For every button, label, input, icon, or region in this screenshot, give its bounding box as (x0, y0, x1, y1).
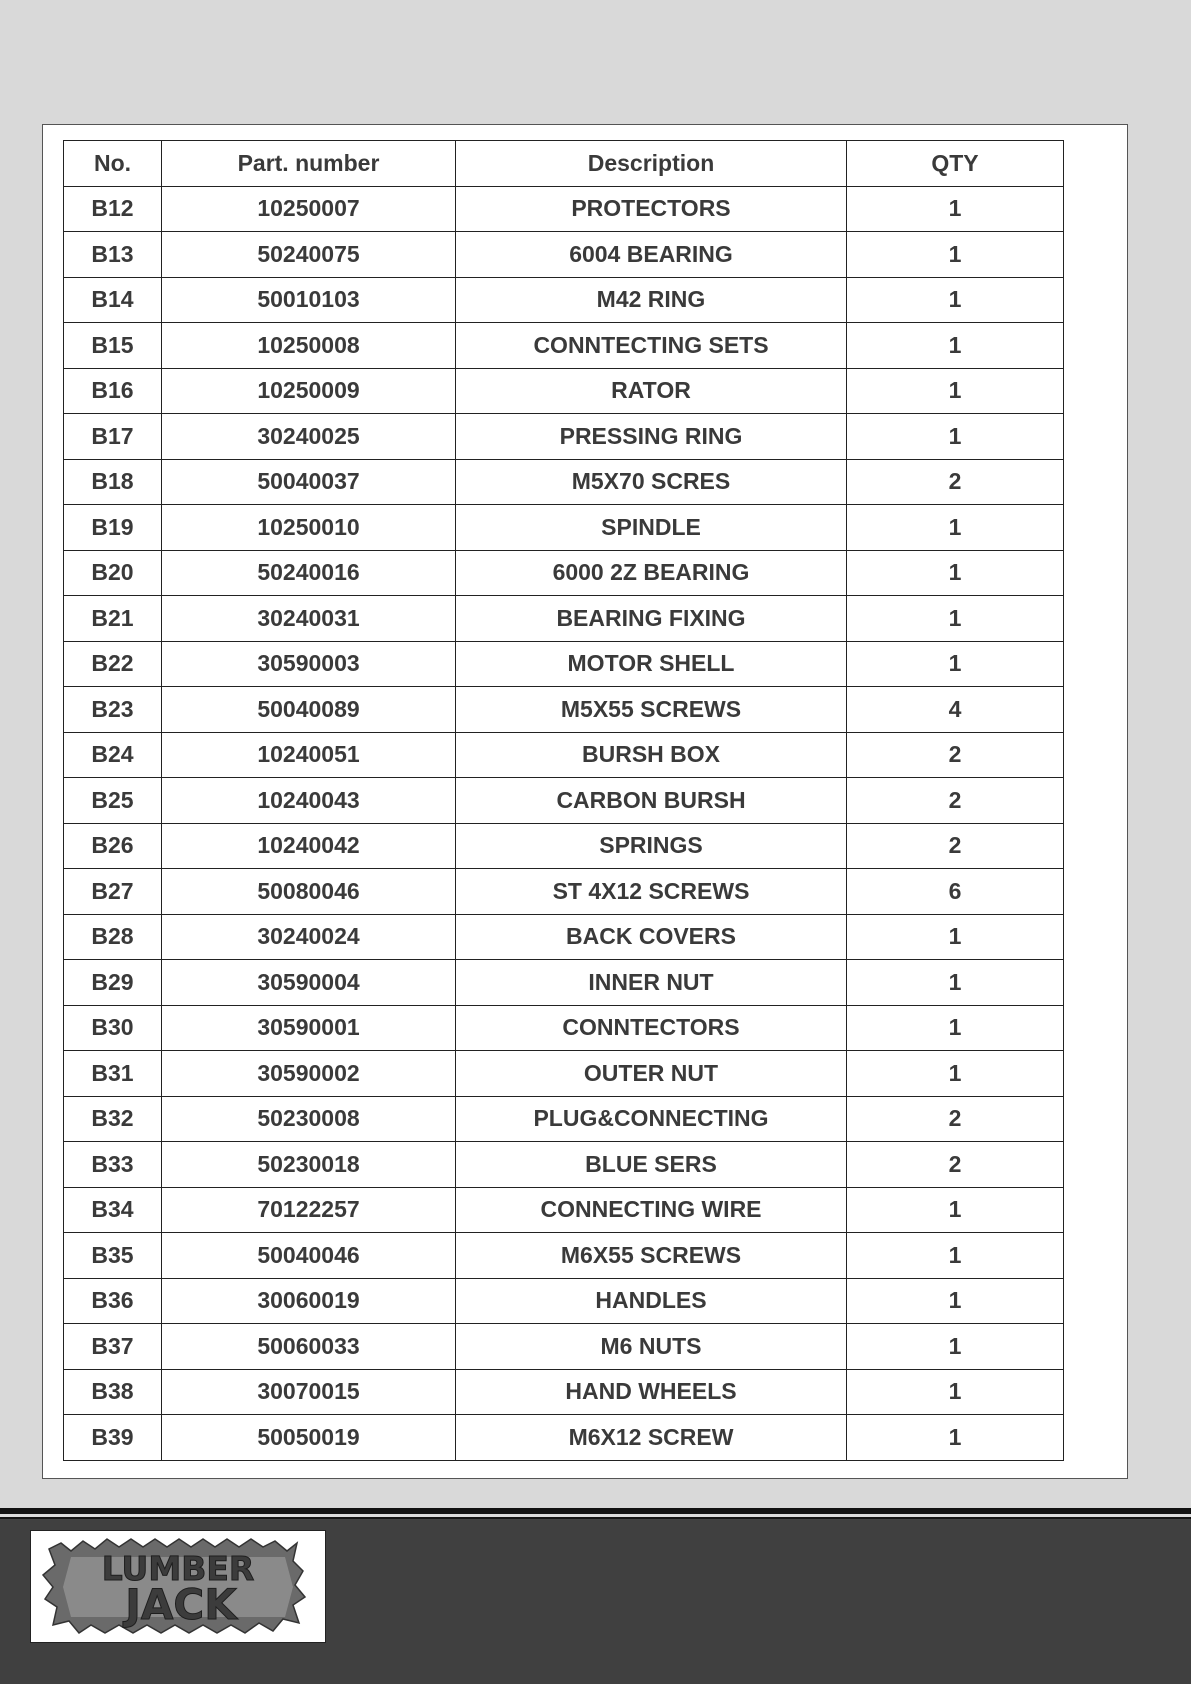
cell-no: B24 (64, 732, 162, 778)
parts-table (63, 140, 1064, 1461)
cell-no: B20 (64, 550, 162, 596)
table-row (64, 1278, 1064, 1324)
table-row (64, 1187, 1064, 1233)
cell-part-number: 50040089 (162, 687, 456, 733)
cell-part-number: 10250010 (162, 505, 456, 551)
table-row (64, 232, 1064, 278)
cell-qty: 1 (847, 323, 1064, 369)
cell-qty: 1 (847, 1051, 1064, 1097)
cell-description: M6X12 SCREW (456, 1415, 847, 1461)
table-row (64, 869, 1064, 915)
cell-qty: 1 (847, 1324, 1064, 1370)
cell-no: B22 (64, 641, 162, 687)
cell-qty: 1 (847, 277, 1064, 323)
cell-part-number: 10250007 (162, 186, 456, 232)
table-row (64, 1415, 1064, 1461)
cell-no: B12 (64, 186, 162, 232)
table-row (64, 1233, 1064, 1279)
saw-blade-logo-icon (31, 1531, 325, 1642)
cell-no: B23 (64, 687, 162, 733)
cell-qty: 1 (847, 505, 1064, 551)
cell-part-number: 30060019 (162, 1278, 456, 1324)
cell-qty: 1 (847, 1278, 1064, 1324)
cell-no: B33 (64, 1142, 162, 1188)
cell-part-number: 50040046 (162, 1233, 456, 1279)
cell-part-number: 30590001 (162, 1005, 456, 1051)
cell-no: B17 (64, 414, 162, 460)
cell-qty: 2 (847, 1142, 1064, 1188)
cell-qty: 1 (847, 186, 1064, 232)
cell-qty: 1 (847, 414, 1064, 460)
cell-description: HAND WHEELS (456, 1369, 847, 1415)
cell-description: OUTER NUT (456, 1051, 847, 1097)
table-row (64, 459, 1064, 505)
cell-no: B37 (64, 1324, 162, 1370)
table-row (64, 323, 1064, 369)
cell-part-number: 50240075 (162, 232, 456, 278)
table-row (64, 277, 1064, 323)
logo-text-line1: LUMBER (101, 1549, 255, 1588)
cell-qty: 2 (847, 732, 1064, 778)
cell-part-number: 30240024 (162, 914, 456, 960)
cell-qty: 1 (847, 914, 1064, 960)
cell-description: CARBON BURSH (456, 778, 847, 824)
parts-table-panel (42, 124, 1128, 1479)
header-part-number: Part. number (162, 141, 456, 187)
cell-qty: 1 (847, 368, 1064, 414)
cell-description: CONNTECTING SETS (456, 323, 847, 369)
logo-text-line2: JACK (125, 1580, 237, 1629)
cell-no: B18 (64, 459, 162, 505)
cell-no: B39 (64, 1415, 162, 1461)
cell-part-number: 10240043 (162, 778, 456, 824)
cell-description: BURSH BOX (456, 732, 847, 778)
table-row (64, 1051, 1064, 1097)
header-no: No. (64, 141, 162, 187)
cell-no: B32 (64, 1096, 162, 1142)
parts-table-body (64, 186, 1064, 1460)
cell-qty: 6 (847, 869, 1064, 915)
cell-description: HANDLES (456, 1278, 847, 1324)
table-row (64, 960, 1064, 1006)
cell-description: CONNTECTORS (456, 1005, 847, 1051)
cell-part-number: 50080046 (162, 869, 456, 915)
cell-description: PRESSING RING (456, 414, 847, 460)
cell-no: B35 (64, 1233, 162, 1279)
cell-no: B21 (64, 596, 162, 642)
cell-description: RATOR (456, 368, 847, 414)
cell-description: SPRINGS (456, 823, 847, 869)
cell-no: B27 (64, 869, 162, 915)
cell-no: B31 (64, 1051, 162, 1097)
cell-part-number: 10240042 (162, 823, 456, 869)
cell-description: SPINDLE (456, 505, 847, 551)
cell-part-number: 50060033 (162, 1324, 456, 1370)
lumberjack-logo (30, 1530, 326, 1643)
table-row (64, 1096, 1064, 1142)
cell-part-number: 70122257 (162, 1187, 456, 1233)
cell-description: M5X70 SCRES (456, 459, 847, 505)
cell-no: B16 (64, 368, 162, 414)
cell-qty: 1 (847, 641, 1064, 687)
cell-description: PROTECTORS (456, 186, 847, 232)
table-row (64, 687, 1064, 733)
cell-part-number: 50040037 (162, 459, 456, 505)
table-row (64, 550, 1064, 596)
cell-qty: 1 (847, 1415, 1064, 1461)
table-row (64, 778, 1064, 824)
table-row (64, 414, 1064, 460)
cell-description: ST 4X12 SCREWS (456, 869, 847, 915)
table-row (64, 823, 1064, 869)
cell-qty: 1 (847, 1369, 1064, 1415)
cell-no: B38 (64, 1369, 162, 1415)
cell-no: B26 (64, 823, 162, 869)
table-row (64, 368, 1064, 414)
cell-part-number: 50230018 (162, 1142, 456, 1188)
table-row (64, 1324, 1064, 1370)
table-row (64, 1369, 1064, 1415)
table-row (64, 596, 1064, 642)
cell-description: PLUG&CONNECTING (456, 1096, 847, 1142)
cell-qty: 1 (847, 232, 1064, 278)
cell-qty: 1 (847, 960, 1064, 1006)
cell-qty: 1 (847, 596, 1064, 642)
table-row (64, 641, 1064, 687)
cell-no: B13 (64, 232, 162, 278)
cell-description: BLUE SERS (456, 1142, 847, 1188)
cell-part-number: 30590002 (162, 1051, 456, 1097)
cell-no: B36 (64, 1278, 162, 1324)
cell-no: B29 (64, 960, 162, 1006)
table-row (64, 914, 1064, 960)
cell-no: B30 (64, 1005, 162, 1051)
cell-part-number: 50240016 (162, 550, 456, 596)
cell-no: B19 (64, 505, 162, 551)
cell-part-number: 50010103 (162, 277, 456, 323)
cell-qty: 1 (847, 550, 1064, 596)
cell-qty: 2 (847, 1096, 1064, 1142)
cell-description: MOTOR SHELL (456, 641, 847, 687)
cell-description: M5X55 SCREWS (456, 687, 847, 733)
table-row (64, 1005, 1064, 1051)
table-row (64, 1142, 1064, 1188)
cell-no: B34 (64, 1187, 162, 1233)
cell-description: BACK COVERS (456, 914, 847, 960)
table-row (64, 732, 1064, 778)
cell-part-number: 30240031 (162, 596, 456, 642)
cell-part-number: 10240051 (162, 732, 456, 778)
table-row (64, 186, 1064, 232)
header-description: Description (456, 141, 847, 187)
header-qty: QTY (847, 141, 1064, 187)
cell-description: CONNECTING WIRE (456, 1187, 847, 1233)
cell-qty: 1 (847, 1233, 1064, 1279)
cell-part-number: 30240025 (162, 414, 456, 460)
cell-no: B14 (64, 277, 162, 323)
cell-part-number: 10250009 (162, 368, 456, 414)
cell-description: M6 NUTS (456, 1324, 847, 1370)
cell-part-number: 50050019 (162, 1415, 456, 1461)
cell-qty: 2 (847, 778, 1064, 824)
footer-divider-thick (0, 1508, 1191, 1514)
cell-part-number: 30070015 (162, 1369, 456, 1415)
cell-no: B25 (64, 778, 162, 824)
cell-part-number: 10250008 (162, 323, 456, 369)
cell-part-number: 30590003 (162, 641, 456, 687)
cell-part-number: 50230008 (162, 1096, 456, 1142)
cell-description: INNER NUT (456, 960, 847, 1006)
cell-description: M42 RING (456, 277, 847, 323)
cell-qty: 1 (847, 1187, 1064, 1233)
cell-qty: 1 (847, 1005, 1064, 1051)
cell-description: 6004 BEARING (456, 232, 847, 278)
table-header-row (64, 141, 1064, 187)
cell-description: 6000 2Z BEARING (456, 550, 847, 596)
cell-no: B28 (64, 914, 162, 960)
cell-qty: 4 (847, 687, 1064, 733)
cell-qty: 2 (847, 459, 1064, 505)
cell-description: M6X55 SCREWS (456, 1233, 847, 1279)
cell-qty: 2 (847, 823, 1064, 869)
cell-description: BEARING FIXING (456, 596, 847, 642)
cell-no: B15 (64, 323, 162, 369)
table-row (64, 505, 1064, 551)
cell-part-number: 30590004 (162, 960, 456, 1006)
